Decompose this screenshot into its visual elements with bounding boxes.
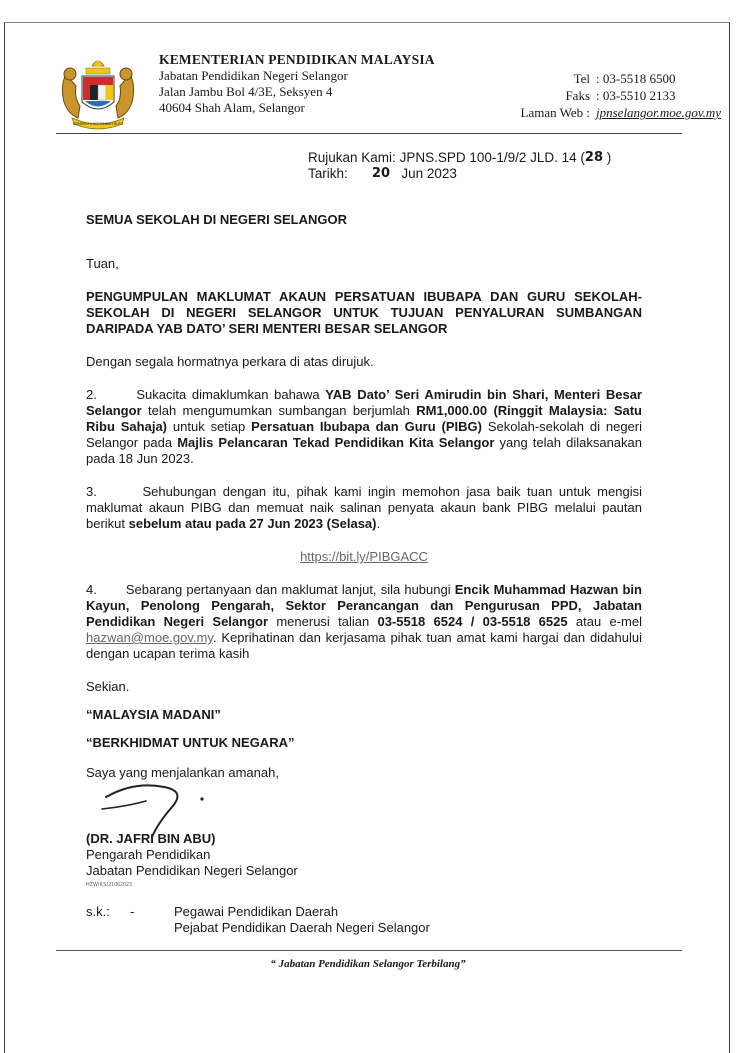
salutation: Tuan,: [86, 256, 119, 271]
paragraph-2: [86, 387, 642, 467]
para-4-bold: Encik Muhammad Hazwan bin Kayun, Penolong Pengarah, Sektor Perancangan dan Pengurusan PPD, Jabatan Pendidikan Negeri Selangor: [86, 582, 642, 629]
para-2-text: untuk setiap: [167, 419, 252, 434]
para-4-text: . Keprihatinan dan kerjasama pihak tuan amat kami hargai dan didahului dengan ucapan terima kasih: [86, 630, 642, 661]
para-4-text: Sebarang pertanyaan dan maklumat lanjut, sila hubungi: [125, 582, 455, 597]
letter-body: [86, 212, 642, 936]
closing: Sekian.: [86, 679, 130, 694]
ref-close: ): [606, 150, 612, 165]
para-3-text: Sehubungan dengan itu, pihak kami ingin memohon jasa baik tuan untuk mengisi maklumat akaun PIBG dan memuat naik salinan penyata akaun bank PIBG melalui pautan berikut: [86, 484, 642, 531]
para-2-number: 2.: [86, 387, 97, 402]
signature-area: [86, 781, 642, 831]
para-2-bold: RM1,000.00 (Ringgit Malaysia: Satu Ribu Sahaja): [86, 403, 643, 434]
recipient: SEMUA SEKOLAH DI NEGERI SELANGOR: [86, 212, 347, 227]
ref-value: JPNS.SPD 100-1/9/2 JLD. 14 (: [399, 150, 585, 165]
web-label: Laman Web :: [520, 105, 590, 120]
para-3-bold: sebelum atau pada 27 Jun 2023 (Selasa): [128, 516, 377, 531]
paragraph-4: [86, 582, 642, 662]
file-code: HZW/KS/21062023: [86, 882, 133, 888]
ref-label: Rujukan Kami:: [308, 150, 396, 165]
cc-label: s.k.:: [86, 904, 110, 919]
para-4-number: 4.: [86, 582, 97, 597]
coat-of-arms-logo: [52, 52, 144, 132]
header-divider: [56, 133, 682, 134]
subject: PENGUMPULAN MAKLUMAT AKAUN PERSATUAN IBUBAPA DAN GURU SEKOLAH-SEKOLAH DI NEGERI SELANGOR UNTUK TUJUAN PENYALURAN SUMBANGAN DARIPADA YAB DATO’ SERI MENTERI BESAR SELANGOR: [86, 289, 642, 336]
ref-handwritten-number: 28: [584, 150, 603, 165]
signatory-name: (DR. JAFRI BIN ABU): [86, 831, 216, 846]
signatory-department: Jabatan Pendidikan Negeri Selangor: [86, 863, 298, 878]
para-4-text: menerusi talian: [268, 614, 378, 629]
ministry-name: KEMENTERIAN PENDIDIKAN MALAYSIA: [159, 52, 435, 67]
website-link[interactable]: jpnselangor.moe.gov.my: [596, 105, 722, 120]
fax-value: : 03-5510 2133: [596, 88, 676, 103]
para-2-text: Sukacita dimaklumkan bahawa: [136, 387, 326, 402]
cc-line-2: Pejabat Pendidikan Daerah Negeri Selangor: [174, 920, 430, 935]
para-2-bold: Majlis Pelancaran Tekad Pendidikan Kita Selangor: [177, 435, 495, 450]
contact-block: [480, 70, 721, 121]
tel-value: : 03-5518 6500: [596, 71, 676, 86]
trust-line: Saya yang menjalankan amanah,: [86, 765, 279, 780]
slogan-negara: “BERKHIDMAT UNTUK NEGARA”: [86, 735, 295, 750]
handwritten-signature: [94, 777, 234, 847]
cc-dash: -: [130, 904, 135, 919]
date-handwritten-day: 20: [372, 166, 391, 181]
para-4-text: atau e-mel: [567, 614, 642, 629]
cc-block: [86, 904, 642, 936]
footer-divider: [56, 950, 682, 951]
address-line-1: Jabatan Pendidikan Negeri Selangor: [159, 68, 348, 83]
form-link[interactable]: https://bit.ly/PIBGACC: [300, 549, 428, 564]
fax-label: Faks: [565, 88, 590, 103]
paragraph-3: [86, 484, 642, 532]
email-link[interactable]: hazwan@moe.gov.my: [86, 630, 213, 645]
ministry-address-block: [159, 52, 435, 116]
tel-label: Tel: [573, 71, 590, 86]
para-2-text: yang telah dilaksanakan pada 18 Jun 2023.: [86, 435, 642, 466]
para-3-number: 3.: [86, 484, 97, 499]
cc-line-1: Pegawai Pendidikan Daerah: [174, 904, 339, 919]
para-2-bold: YAB Dato’ Seri Amirudin bin Shari, Menteri Besar Selangor: [86, 387, 642, 418]
para-3-text: .: [376, 516, 381, 531]
para-2-text: Sekolah-sekolah di negeri Selangor pada: [86, 419, 642, 450]
reference-block: [308, 150, 611, 182]
para-4-bold: 03-5518 6524 / 03-5518 6525: [377, 614, 568, 629]
opening-line: Dengan segala hormatnya perkara di atas dirujuk.: [86, 354, 374, 369]
para-2-bold: Persatuan Ibubapa dan Guru (PIBG): [251, 419, 482, 434]
address-line-3: 40604 Shah Alam, Selangor: [159, 100, 305, 115]
signatory-title: Pengarah Pendidikan: [86, 847, 211, 862]
address-line-2: Jalan Jambu Bol 4/3E, Seksyen 4: [159, 84, 333, 99]
slogan-madani: “MALAYSIA MADANI”: [86, 707, 221, 722]
crest-motto: BERSEKUTU BERTAMBAH MUTU: [72, 122, 124, 126]
date-value: Jun 2023: [401, 166, 457, 181]
footer-motto: “ Jabatan Pendidikan Selangor Terbilang”: [270, 958, 466, 970]
para-2-text: telah mengumumkan sumbangan berjumlah: [141, 403, 417, 418]
date-label: Tarikh:: [308, 166, 348, 181]
